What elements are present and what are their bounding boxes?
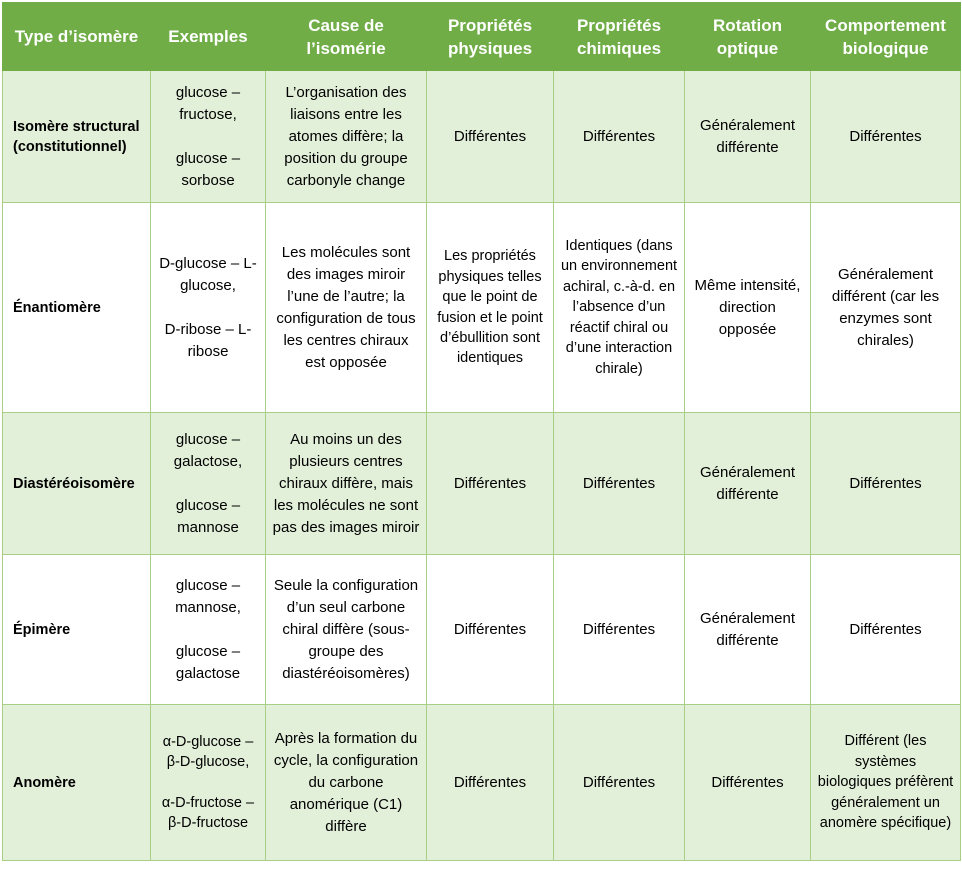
cell-cause: Les molécules sont des images miroir l’une de l’autre; la configuration de tous les centres chiraux est opposée xyxy=(266,203,427,413)
cell-isomer-type: Isomère structural (constitutionnel) xyxy=(3,71,151,203)
cell-biological: Différent (les systèmes biologiques préfèrent généralement un anomère spécifique) xyxy=(811,705,961,861)
cell-chemical: Différentes xyxy=(554,413,685,555)
example-pair: D-ribose – L-ribose xyxy=(164,320,252,360)
example-pair: glucose – sorbose xyxy=(175,149,241,189)
cell-cause: L’organisation des liaisons entre les atomes diffère; la position du groupe carbonyle change xyxy=(266,71,427,203)
header-isomer-type: Type d’isomère xyxy=(3,3,151,71)
cell-optical: Différentes xyxy=(685,705,811,861)
cell-physical: Les propriétés physiques telles que le point de fusion et le point d’ébullition sont identiques xyxy=(427,203,554,413)
example-pair: glucose – galactose, xyxy=(173,430,243,470)
cell-examples xyxy=(151,413,266,555)
cell-optical: Même intensité, direction opposée xyxy=(685,203,811,413)
table-row xyxy=(3,71,961,203)
header-optical-rotation: Rotation optique xyxy=(685,3,811,71)
cell-chemical: Différentes xyxy=(554,705,685,861)
example-pair: α-D-fructose – β-D-fructose xyxy=(161,794,255,831)
table-row xyxy=(3,555,961,705)
cell-physical: Différentes xyxy=(427,555,554,705)
cell-biological: Différentes xyxy=(811,413,961,555)
header-chemical-properties: Propriétés chimiques xyxy=(554,3,685,71)
cell-physical: Différentes xyxy=(427,71,554,203)
header-examples: Exemples xyxy=(151,3,266,71)
cell-chemical: Identiques (dans un environnement achiral, c.-à-d. en l’absence d’un réactif chiral ou d’une interaction chirale) xyxy=(554,203,685,413)
header-cause: Cause de l’isomérie xyxy=(266,3,427,71)
cell-examples xyxy=(151,71,266,203)
cell-examples xyxy=(151,555,266,705)
header-physical-properties: Propriétés physiques xyxy=(427,3,554,71)
example-pair: glucose – mannose xyxy=(175,496,241,536)
cell-cause: Après la formation du cycle, la configuration du carbone anomérique (C1) diffère xyxy=(266,705,427,861)
example-pair: α-D-glucose – β-D-glucose, xyxy=(162,733,254,771)
cell-cause: Seule la configuration d’un seul carbone chiral diffère (sous-groupe des diastéréoisomères) xyxy=(266,555,427,705)
cell-biological: Différentes xyxy=(811,555,961,705)
example-pair: glucose – mannose, xyxy=(175,576,241,616)
cell-optical: Généralement différente xyxy=(685,555,811,705)
cell-chemical: Différentes xyxy=(554,71,685,203)
header-row xyxy=(3,3,961,71)
example-pair: D-glucose – L-glucose, xyxy=(159,254,257,294)
cell-optical: Généralement différente xyxy=(685,71,811,203)
cell-isomer-type: Épimère xyxy=(3,555,151,705)
cell-physical: Différentes xyxy=(427,705,554,861)
cell-biological: Différentes xyxy=(811,71,961,203)
table-row xyxy=(3,413,961,555)
isomer-comparison-table xyxy=(2,2,961,861)
cell-examples xyxy=(151,705,266,861)
header-biological-behavior: Comportement biologique xyxy=(811,3,961,71)
cell-optical: Généralement différente xyxy=(685,413,811,555)
cell-biological: Généralement différent (car les enzymes sont chirales) xyxy=(811,203,961,413)
cell-examples xyxy=(151,203,266,413)
table-row xyxy=(3,203,961,413)
table-row xyxy=(3,705,961,861)
cell-isomer-type: Diastéréoisomère xyxy=(3,413,151,555)
cell-chemical: Différentes xyxy=(554,555,685,705)
cell-cause: Au moins un des plusieurs centres chiraux diffère, mais les molécules ne sont pas des images miroir xyxy=(266,413,427,555)
cell-isomer-type: Anomère xyxy=(3,705,151,861)
cell-physical: Différentes xyxy=(427,413,554,555)
example-pair: glucose – galactose xyxy=(175,642,241,682)
example-pair: glucose – fructose, xyxy=(175,83,241,123)
cell-isomer-type: Énantiomère xyxy=(3,203,151,413)
